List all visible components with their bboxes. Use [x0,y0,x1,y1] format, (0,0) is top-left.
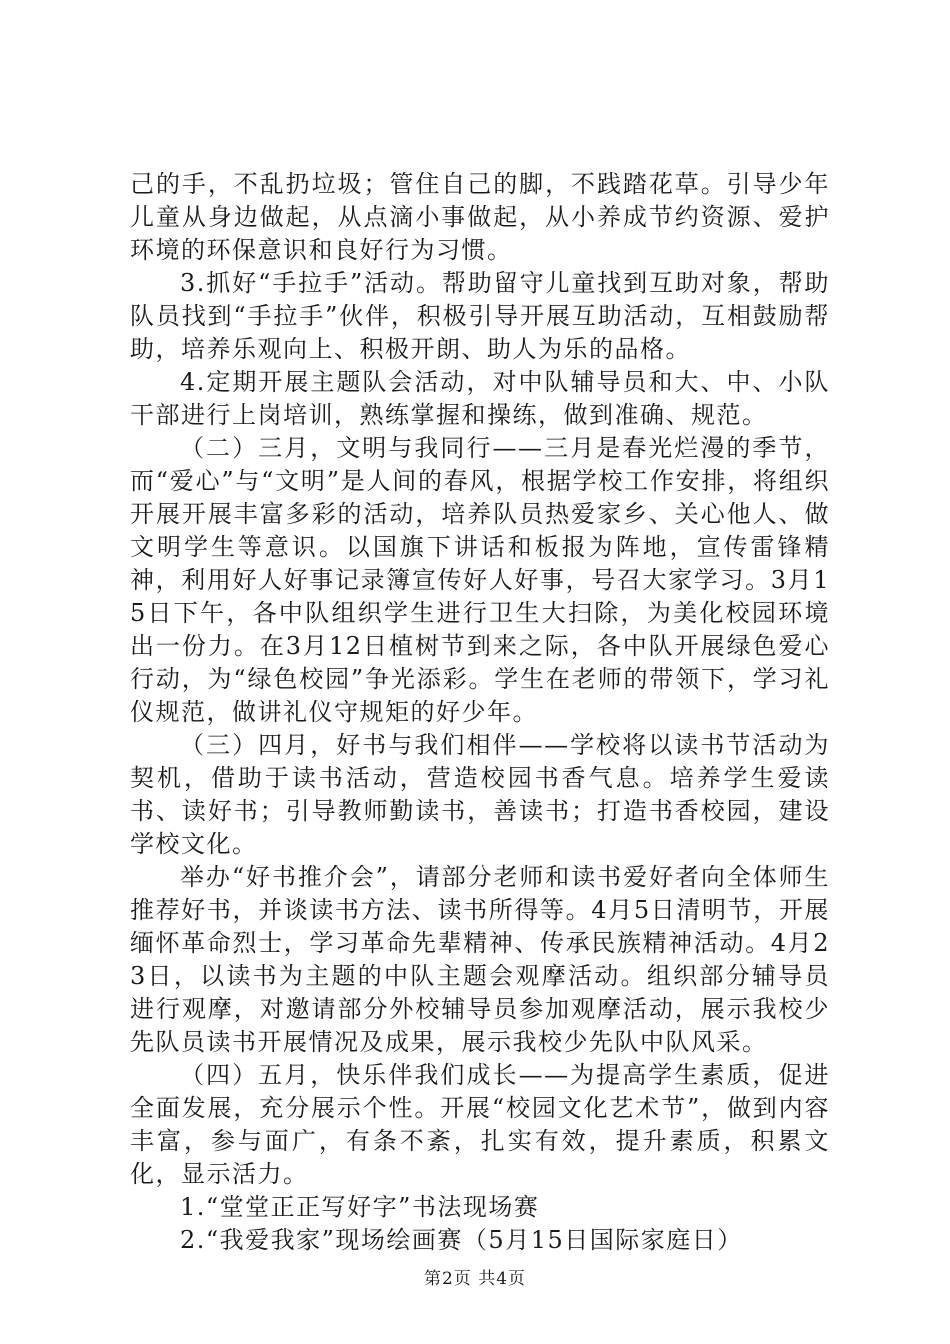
paragraph-environment-habits: 己的手，不乱扔垃圾；管住自己的脚，不践踏花草。引导少年儿童从身边做起，从点滴小事做起，从小养成节约资源、爱护环境的环保意识和良好行为习惯。 [130,170,830,264]
paragraph-book-fair: 举办“好书推介会”，请部分老师和读书爱好者向全体师生推荐好书，并谈读书方法、读书所得等。4月5日清明节，开展缅怀革命烈士，学习革命先辈精神、传承民族精神活动。4月23日，以读书为主题的中队主题会观摩活动。组织部分辅导员进行观摩，对邀请部分外校辅导员参加观摩活动，展示我校少先队员读书开展情况及成果，展示我校少先队中队风采。 [130,863,830,1056]
list-item-calligraphy: 1.“堂堂正正写好字”书法现场赛 [180,1193,540,1221]
paragraph-team-meeting: 4.定期开展主题队会活动，对中队辅导员和大、中、小队干部进行上岗培训，熟练掌握和操练，做到准确、规范。 [130,368,830,429]
paragraph-march: （二）三月，文明与我同行——三月是春光烂漫的季节，而“爱心”与“文明”是人间的春风，根据学校工作安排，将组织开展开展丰富多彩的活动，培养队员热爱家乡、关心他人、做文明学生等意识。以国旗下讲话和板报为阵地，宣传雷锋精神，利用好人好事记录簿宣传好人好事，号召大家学习。3月15日下午，各中队组织学生进行卫生大扫除，为美化校园环境出一份力。在3月12日植树节到来之际，各中队开展绿色爱心行动，为“绿色校园”争光添彩。学生在老师的带领下，学习礼仪规范，做讲礼仪守规矩的好少年。 [130,434,830,726]
list-item-painting: 2.“我爱我家”现场绘画赛（5月15日国际家庭日） [180,1226,743,1254]
paragraph-may: （四）五月，快乐伴我们成长——为提高学生素质，促进全面发展，充分展示个性。开展“校园文化艺术节”，做到内容丰富，参与面广，有条不紊，扎实有效，提升素质，积累文化，显示活力。 [130,1061,830,1188]
paragraph-april: （三）四月，好书与我们相伴——学校将以读书节活动为契机，借助于读书活动，营造校园书香气息。培养学生爱读书、读好书；引导教师勤读书，善读书；打造书香校园，建设学校文化。 [130,731,830,858]
document-body [130,168,830,1257]
paragraph-hand-in-hand: 3.抓好“手拉手”活动。帮助留守儿童找到互助对象，帮助队员找到“手拉手”伙伴，积极引导开展互助活动，互相鼓励帮助，培养乐观向上、积极开朗、助人为乐的品格。 [130,269,830,363]
page-number-footer: 第2页 共4页 [423,1269,527,1289]
